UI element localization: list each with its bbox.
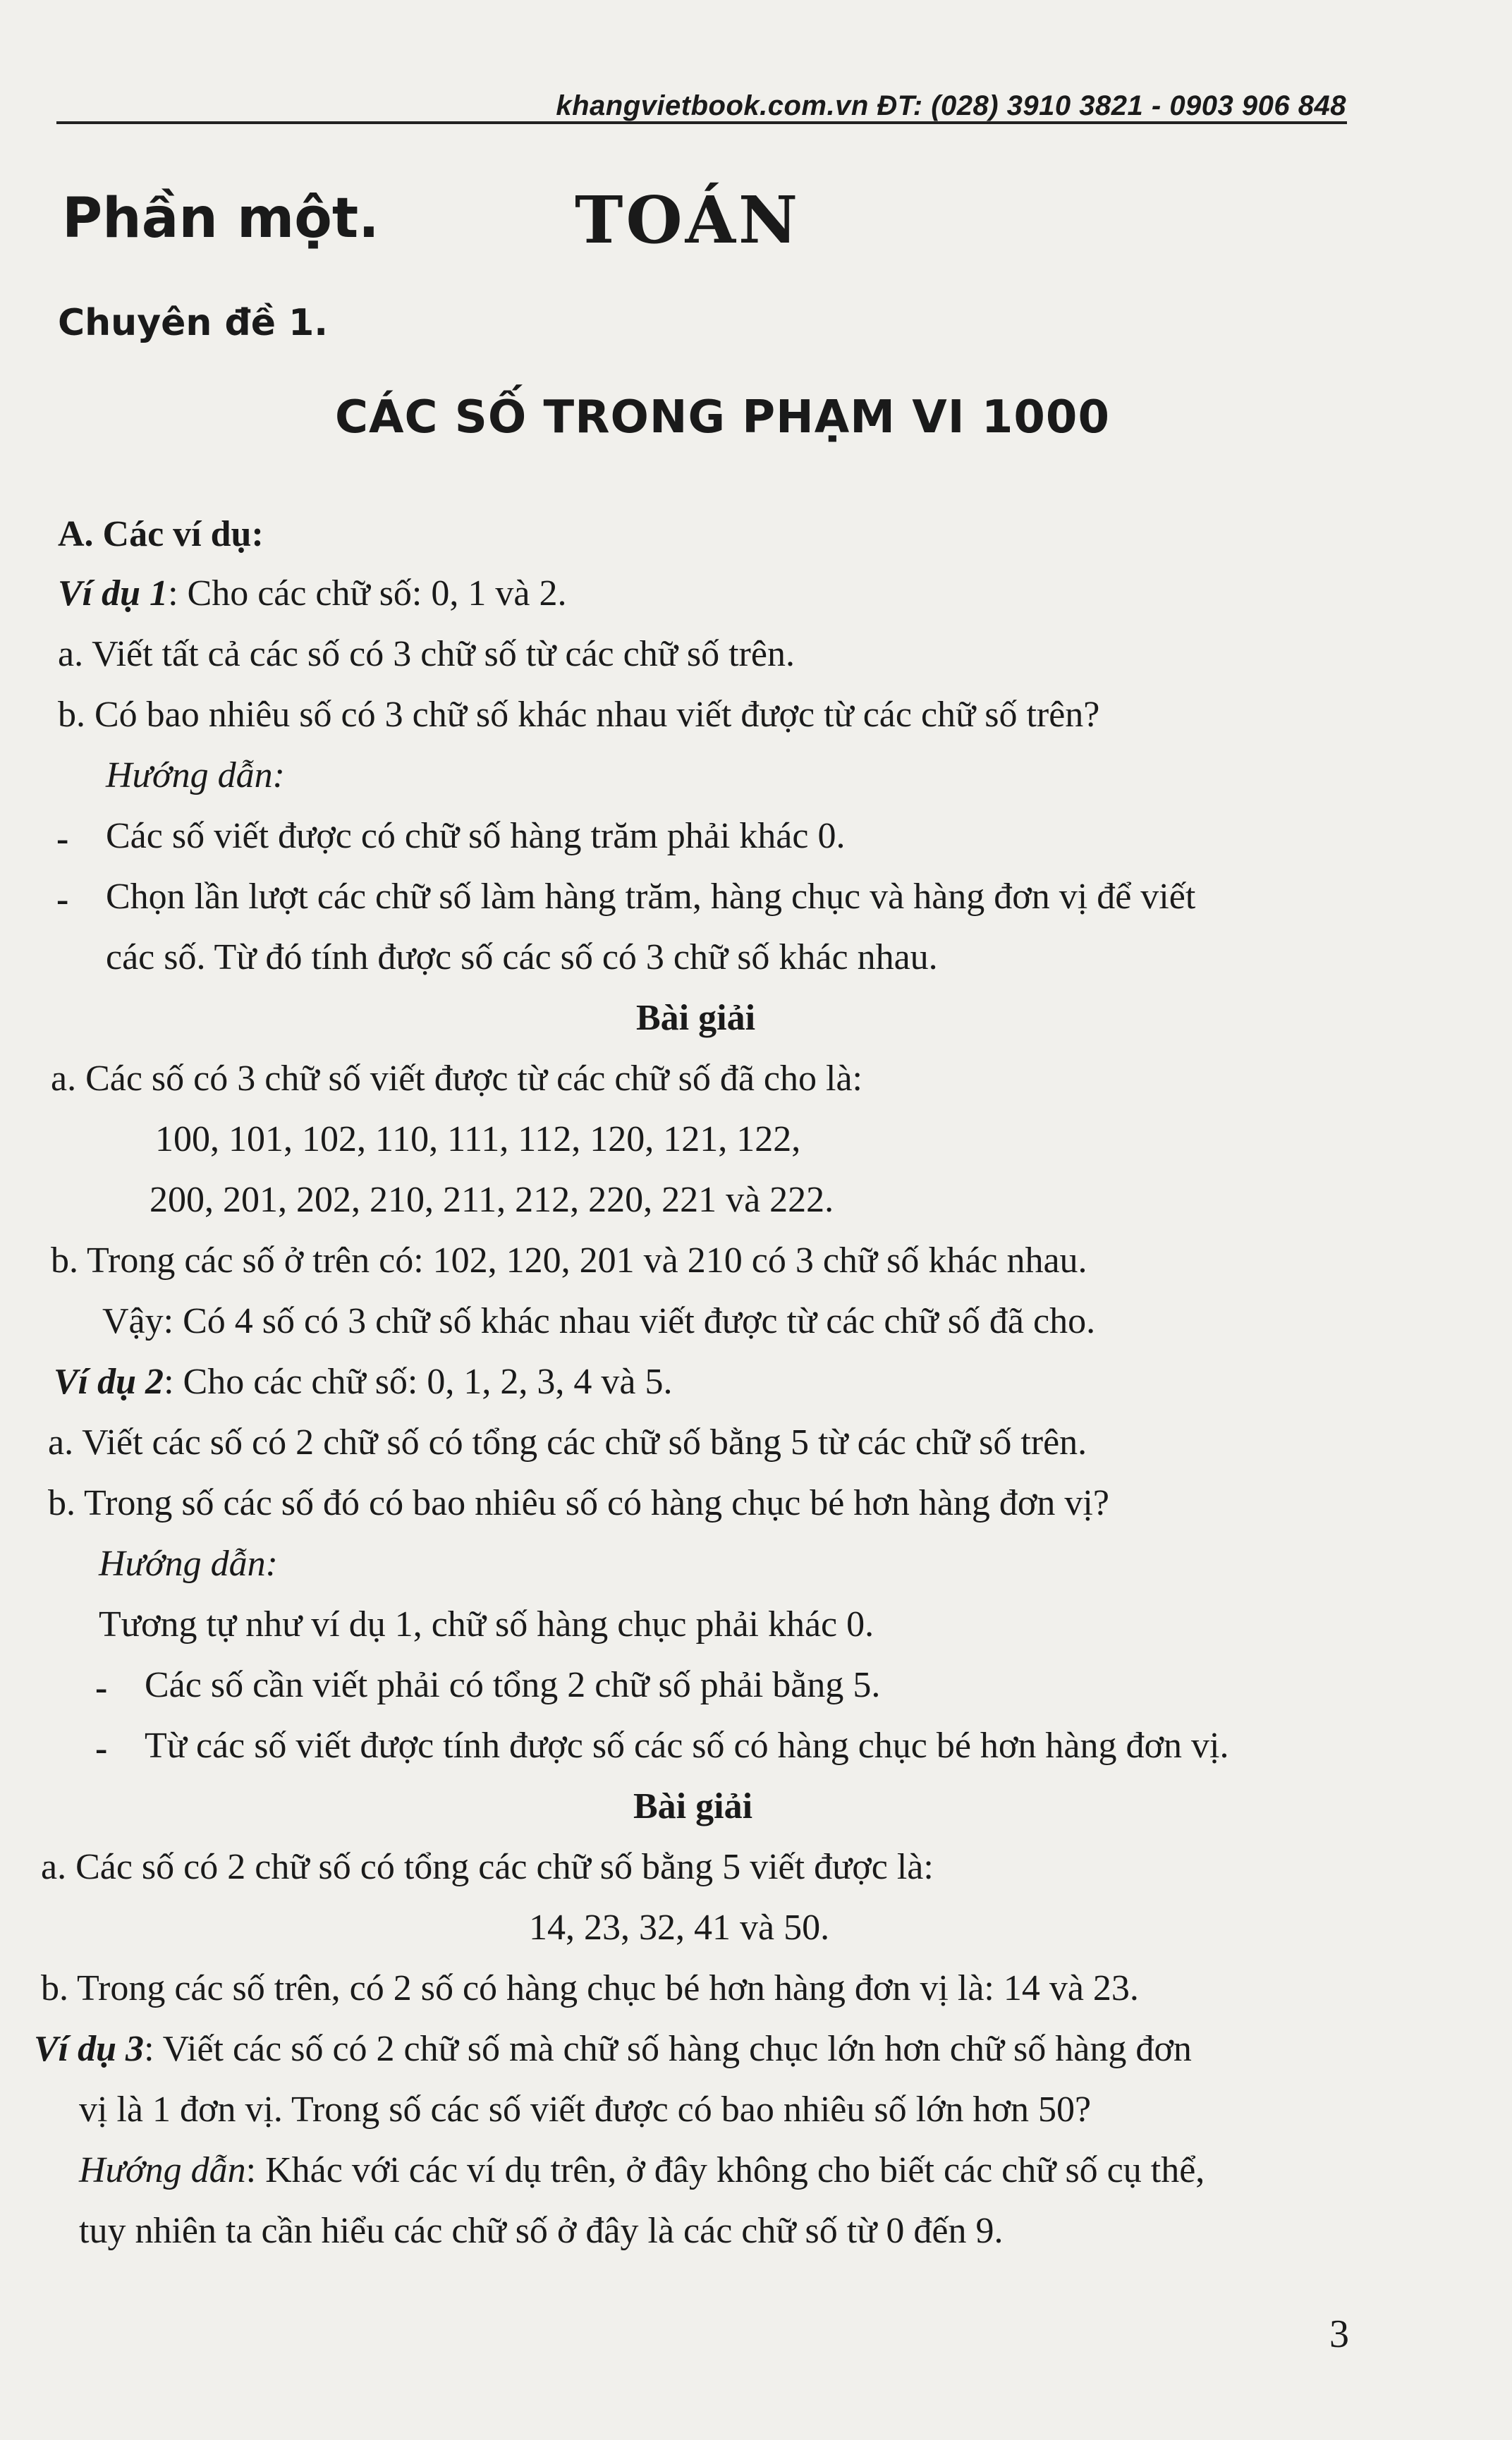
publisher-contact: khangvietbook.com.vn ĐT: (028) 3910 3821 - 0903 906 848 [556,90,1346,121]
example-3-guide-text-2: tuy nhiên ta cần hiểu các chữ số ở đây là các chữ số từ 0 đến 9. [79,2211,1004,2251]
example-3-text-2: vị là 1 đơn vị. Trong số các số viết được có bao nhiêu số lớn hơn 50? [79,2090,1092,2130]
example-1-text: : Cho các chữ số: 0, 1 và 2. [168,573,567,614]
example-1-label: Ví dụ 1 [58,573,169,614]
bullet-mark: - [56,819,69,859]
chapter-title: CÁC SỐ TRONG PHẠM VI 1000 [335,391,1110,444]
part-title: Phần một. [62,187,379,250]
example-1-solution-b: b. Trong các số ở trên có: 102, 120, 201 và 210 có 3 chữ số khác nhau. [51,1240,1087,1281]
example-2-prompt [54,1364,672,1401]
page-number: 3 [1329,2312,1349,2356]
example-3-label: Ví dụ 3 [34,2029,145,2069]
example-3-guide [79,2152,1205,2189]
example-2-solution-b: b. Trong các số trên, có 2 số có hàng chục bé hơn hàng đơn vị là: 14 và 23. [41,1968,1139,2008]
bullet-mark: - [95,1728,108,1769]
header-rule [56,121,1347,124]
example-3-text-1: : Viết các số có 2 chữ số mà chữ số hàng chục lớn hơn chữ số hàng đơn [144,2029,1192,2069]
example-2-part-b: b. Trong số các số đó có bao nhiêu số có hàng chục bé hơn hàng đơn vị? [48,1483,1109,1523]
example-1-part-a: a. Viết tất cả các số có 3 chữ số từ các chữ số trên. [58,634,795,674]
bullet-mark: - [95,1668,108,1708]
example-2-guide-intro: Tương tự như ví dụ 1, chữ số hàng chục phải khác 0. [99,1604,874,1645]
example-1-guide-label: Hướng dẫn: [106,755,285,795]
subject-title: TOÁN [575,182,801,258]
example-2-guide-2: Từ các số viết được tính được số các số có hàng chục bé hơn hàng đơn vị. [145,1726,1229,1766]
example-3-guide-label: Hướng dẫn [79,2150,246,2190]
example-2-part-a: a. Viết các số có 2 chữ số có tổng các chữ số bằng 5 từ các chữ số trên. [48,1422,1087,1463]
example-2-guide-1: Các số cần viết phải có tổng 2 chữ số phải bằng 5. [145,1665,881,1705]
example-2-text: : Cho các chữ số: 0, 1, 2, 3, 4 và 5. [164,1362,673,1402]
section-heading: A. Các ví dụ: [58,514,264,554]
example-3-guide-text-1: : Khác với các ví dụ trên, ở đây không cho biết các chữ số cụ thể, [245,2150,1205,2190]
example-1-numbers-line-2: 200, 201, 202, 210, 211, 212, 220, 221 và 222. [150,1180,834,1220]
example-1-guide-2a: Chọn lần lượt các chữ số làm hàng trăm, hàng chục và hàng đơn vị để viết [106,877,1196,917]
example-2-numbers: 14, 23, 32, 41 và 50. [529,1908,830,1948]
example-1-prompt [58,575,566,612]
example-1-guide-1: Các số viết được có chữ số hàng trăm phải khác 0. [106,816,846,856]
example-1-solution-a: a. Các số có 3 chữ số viết được từ các chữ số đã cho là: [51,1059,862,1099]
example-1-guide-2b: các số. Từ đó tính được số các số có 3 chữ số khác nhau. [106,937,938,977]
example-1-numbers-line-1: 100, 101, 102, 110, 111, 112, 120, 121, 122, [155,1119,801,1159]
topic-label: Chuyên đề 1. [58,302,329,344]
example-2-solution-title: Bài giải [633,1786,753,1826]
example-3-prompt [34,2031,1192,2068]
example-1-solution-title: Bài giải [636,998,756,1038]
bullet-mark: - [56,879,69,920]
example-1-part-b: b. Có bao nhiêu số có 3 chữ số khác nhau viết được từ các chữ số trên? [58,695,1100,735]
example-2-solution-a: a. Các số có 2 chữ số có tổng các chữ số bằng 5 viết được là: [41,1847,934,1887]
example-1-conclusion: Vậy: Có 4 số có 3 chữ số khác nhau viết được từ các chữ số đã cho. [102,1301,1096,1341]
example-2-label: Ví dụ 2 [54,1362,164,1402]
example-2-guide-label: Hướng dẫn: [99,1544,278,1584]
